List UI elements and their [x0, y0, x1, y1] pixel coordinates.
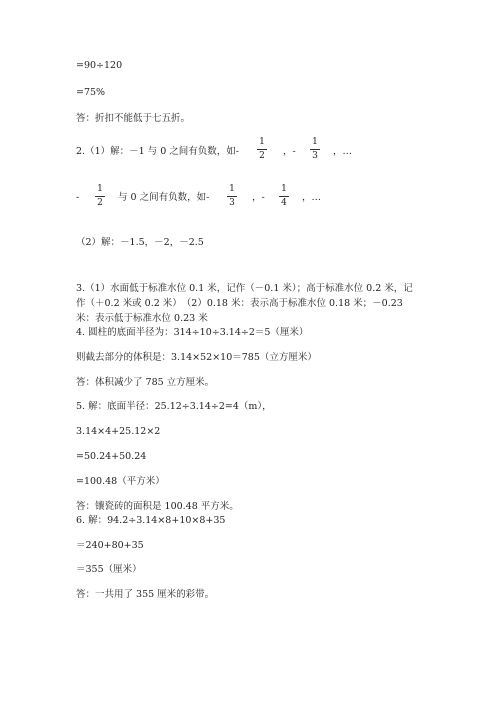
q5-answer: 答：镶瓷砖的面积是 100.48 平方米。 — [76, 501, 239, 512]
fraction-numerator: 1 — [281, 184, 287, 194]
calc-line-2: =75% — [76, 87, 106, 98]
q5-line-1: 5. 解：底面半径：25.12÷3.14÷2=4（m）， — [76, 401, 272, 412]
q6-line-1: 6. 解：94.2÷3.14×8+10×8+35 — [76, 515, 226, 526]
q2-line2-mid: 与 0 之间有负数，如- — [118, 192, 210, 203]
fraction-denominator: 4 — [281, 198, 287, 208]
fraction-numerator: 1 — [229, 184, 235, 194]
fraction-1-4 — [279, 184, 289, 209]
q5-line-2: 3.14×4+25.12×2 — [76, 426, 161, 437]
q6-line-3: ＝355（厘米） — [76, 564, 142, 575]
fraction-denominator: 2 — [97, 198, 103, 208]
q4-answer: 答：体积减少了 785 立方厘米。 — [76, 377, 215, 388]
fraction-denominator: 2 — [259, 151, 265, 161]
q6-line-2: ＝240+80+35 — [76, 540, 144, 551]
q5-line-4: =100.48（平方米） — [76, 476, 165, 487]
q4-line-1: 4. 圆柱的底面半径为：314÷10÷3.14÷2＝5（厘米） — [76, 327, 309, 338]
q4-line-2: 则截去部分的体积是：3.14×52×10＝785（立方厘米） — [76, 352, 317, 363]
fraction-denominator: 3 — [312, 151, 318, 161]
calc-line-1: =90÷120 — [76, 60, 123, 71]
q3-line-1: 3.（1）水面低于标准水位 0.1 米，记作（－0.1 米）；高于标准水位 0.2 米，记 — [76, 283, 413, 294]
fraction-numerator: 1 — [312, 137, 318, 147]
fraction-denominator: 3 — [229, 198, 235, 208]
q2-part1-sep1: ，- — [283, 146, 296, 157]
fraction-1-3-b — [227, 184, 237, 209]
answer-q1: 答：折扣不能低于七五折。 — [76, 113, 191, 124]
q6-answer: 答：一共用了 355 厘米的彩带。 — [76, 589, 215, 600]
q2-line2-sep1: ，- — [252, 192, 265, 203]
q2-part1-sep2: ，… — [333, 146, 353, 157]
q2-part1-prefix: 2.（1）解：－1 与 0 之间有负数，如- — [76, 146, 239, 157]
q2-line2-minus: - — [76, 192, 80, 203]
fraction-1-2 — [257, 137, 267, 162]
q3-line-2: 作（＋0.2 米或 0.2 米） （2）0.18 米：表示高于标准水位 0.18 米；－0.23 — [76, 298, 403, 309]
q2-line2-sep2: ，… — [302, 192, 322, 203]
q5-line-3: =50.24+50.24 — [76, 451, 147, 462]
fraction-numerator: 1 — [97, 184, 103, 194]
fraction-1-3 — [310, 137, 320, 162]
q3-line-3: 米：表示低于标准水位 0.23 米 — [76, 313, 208, 324]
fraction-numerator: 1 — [259, 137, 265, 147]
fraction-1-2-b — [95, 184, 105, 209]
q2-part2: （2）解：－1.5，－2，－2.5 — [76, 237, 204, 248]
